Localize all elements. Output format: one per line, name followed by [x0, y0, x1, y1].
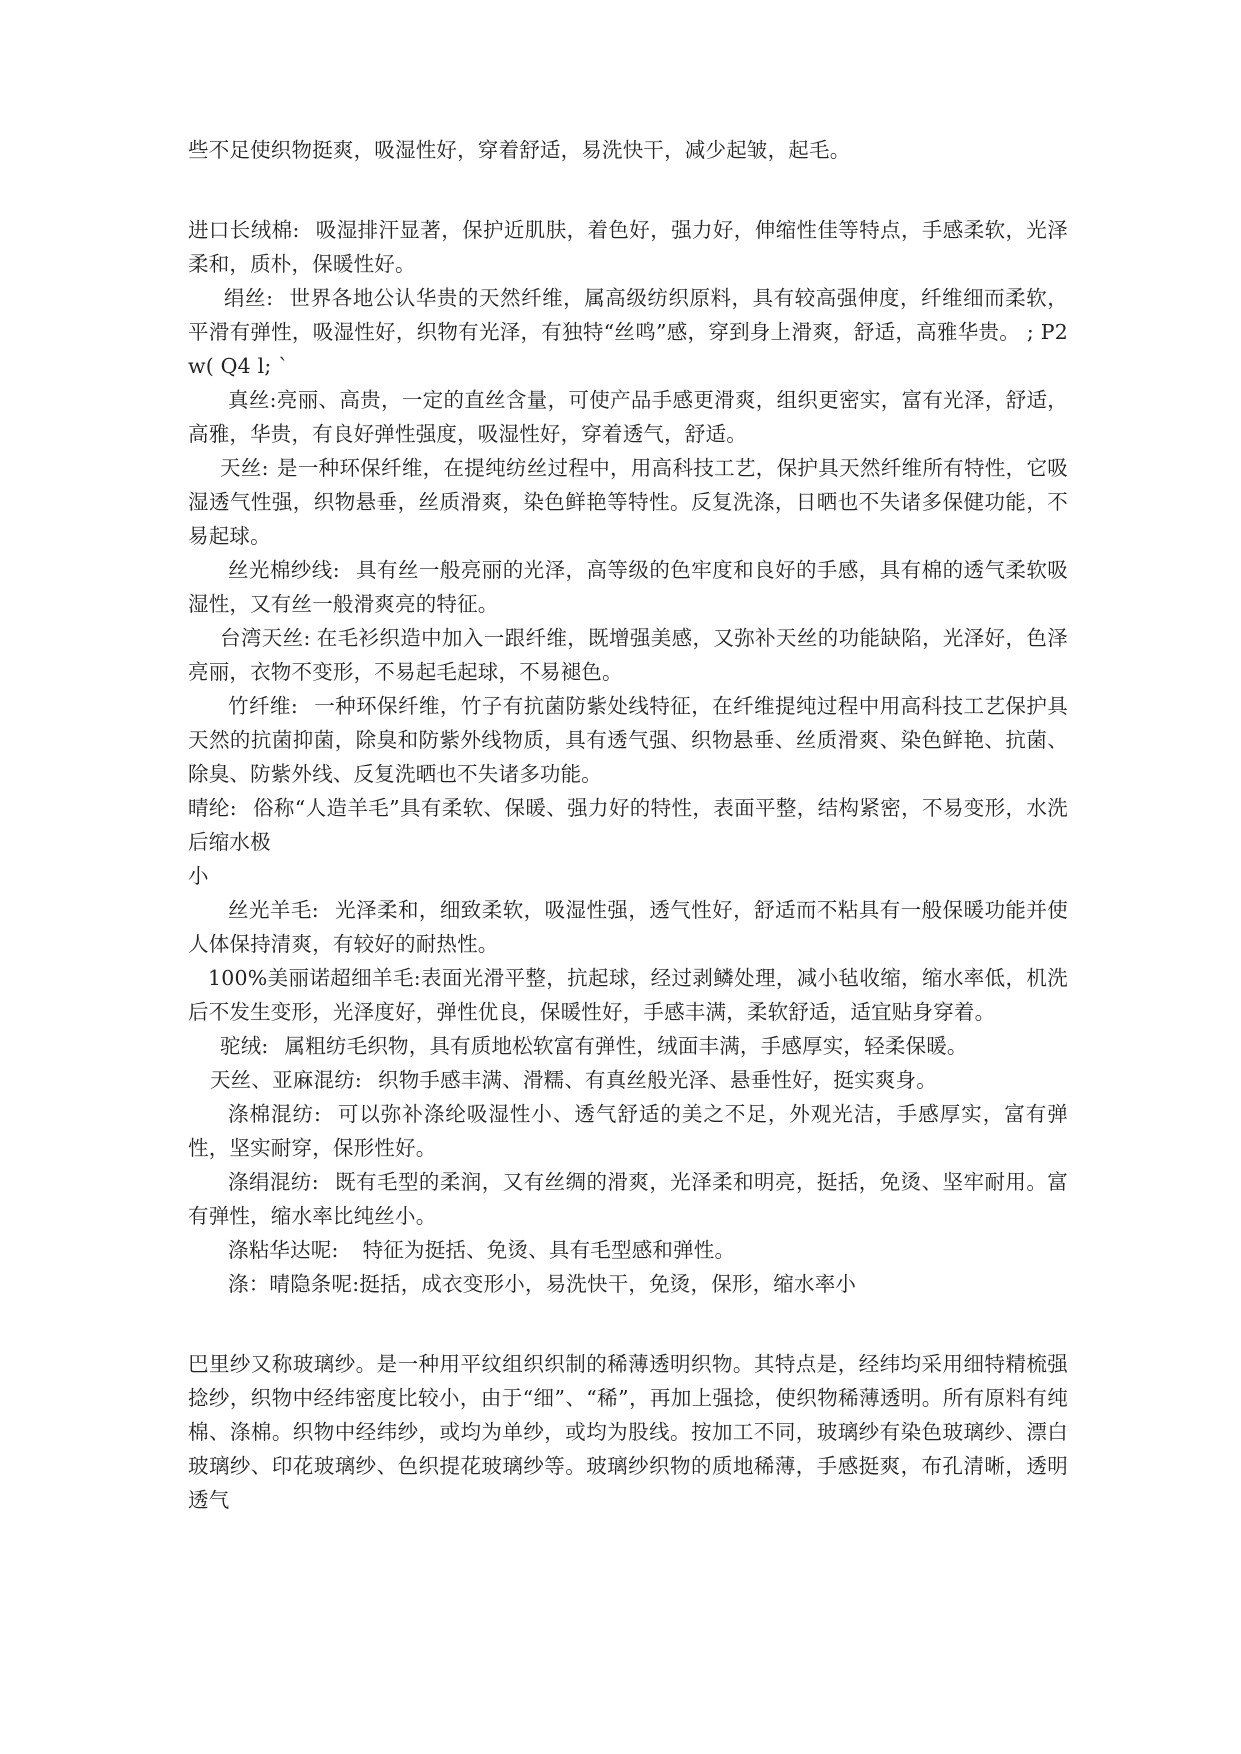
paragraph-text: 在毛衫织造中加入一跟纤维，既增强美感，又弥补天丝的功能缺陷，光泽好，色泽亮丽，衣物不变形，不易起毛起球，不易褪色。 — [188, 626, 1068, 684]
paragraph-text: 织物手感丰满、滑糯、有真丝般光泽、悬垂性好，挺实爽身。 — [378, 1068, 937, 1092]
paragraph-tencel-linen — [188, 1063, 1068, 1097]
paragraph-voile — [188, 1347, 1068, 1517]
paragraph-text: 亮丽、高贵，一定的直丝含量，可使产品手感更滑爽，组织更密实，富有光泽，舒适，高雅，华贵，有良好弹性强度，吸湿性好，穿着透气，舒适。 — [188, 388, 1068, 446]
paragraph-text: 巴里纱又称玻璃纱。是一种用平纹组织织制的稀薄透明织物。其特点是，经纬均采用细特精梳强捻纱，织物中经纬密度比较小，由于“细”、“稀”，再加上强捻，使织物稀薄透明。所有原料有纯棉、涤棉。织物中经纬纱，或均为单纱，或均为股线。按加工不同，玻璃纱有染色玻璃纱、漂白玻璃纱、印花玻璃纱、色织提花玻璃纱等。玻璃纱织物的质地稀薄，手感挺爽，布孔清晰，透明透气 — [188, 1352, 1068, 1512]
paragraph-text: 既有毛型的柔润，又有丝绸的滑爽，光泽柔和明亮，挺括，免烫、坚牢耐用。富有弹性，缩水率比纯丝小。 — [188, 1170, 1068, 1228]
term-label: 涤粘华达呢: — [228, 1238, 339, 1262]
paragraph-camel — [188, 1029, 1068, 1063]
paragraph-text: 世界各地公认华贵的天然纤维，属高级纺织原料，具有较高强伸度，纤维细而柔软，平滑有弹性，吸湿性好，织物有光泽，有独特“丝鸣”感，穿到身上滑爽，舒适，高雅华贵。 ; P2 w( Q4 l; ` — [188, 286, 1068, 378]
term-label: 涤棉混纺: — [228, 1102, 322, 1126]
paragraph-poly-viscose — [188, 1233, 1068, 1267]
paragraph-acrylic-continued — [188, 859, 1068, 893]
term-label: 涤绢混纺: — [228, 1170, 319, 1194]
paragraph-acrylic — [188, 791, 1068, 859]
term-label: 竹纤维: — [228, 694, 298, 718]
paragraph-text: 是一种环保纤维，在提纯纺丝过程中，用高科技工艺，保护具天然纤维所有特性，它吸湿透气性强，织物悬垂，丝质滑爽，染色鲜艳等特性。反复洗涤，日晒也不失诸多保健功能，不易起球。 — [188, 456, 1068, 548]
paragraph-text: 特征为挺括、免烫、具有毛型感和弹性。 — [362, 1238, 736, 1262]
paragraph-text: 小 — [188, 864, 209, 888]
term-label: 丝光羊毛: — [228, 898, 319, 922]
term-label: 驼绒: — [220, 1034, 269, 1058]
paragraph-text: 属粗纺毛织物，具有质地松软富有弹性，绒面丰满，手感厚实，轻柔保暖。 — [284, 1034, 968, 1058]
term-label: 100%美丽诺超细羊毛: — [208, 966, 421, 990]
paragraph-text: 吸湿排汗显著，保护近肌肤，着色好，强力好，伸缩性佳等特点，手感柔软，光泽柔和，质朴，保暖性好。 — [188, 218, 1068, 276]
term-label: 晴纶: — [188, 796, 237, 820]
paragraph-mercerized-wool — [188, 893, 1068, 961]
paragraph-poly-cotton — [188, 1097, 1068, 1165]
paragraph-long-staple-cotton — [188, 213, 1068, 281]
paragraph-silk-spun — [188, 281, 1068, 383]
term-label: 进口长绒棉: — [188, 218, 300, 242]
term-label: 台湾天丝: — [220, 626, 311, 650]
paragraph-tencel — [188, 451, 1068, 553]
paragraph-intro — [188, 133, 1068, 167]
paragraph-poly-stripe — [188, 1267, 1068, 1301]
term-label: 天丝、亚麻混纺: — [210, 1068, 363, 1092]
term-label: 真丝: — [228, 388, 277, 412]
paragraph-text: 光泽柔和，细致柔软，吸湿性强，透气性好，舒适而不粘具有一般保暖功能并使人体保持清爽，有较好的耐热性。 — [188, 898, 1068, 956]
paragraph-text: 具有丝一般亮丽的光泽，高等级的色牢度和良好的手感，具有棉的透气柔软吸湿性，又有丝一般滑爽亮的特征。 — [188, 558, 1068, 616]
paragraph-poly-silk — [188, 1165, 1068, 1233]
term-label: 天丝: — [220, 456, 269, 480]
paragraph-merino — [188, 961, 1068, 1029]
paragraph-real-silk — [188, 383, 1068, 451]
term-label: 涤：晴隐条呢: — [228, 1272, 360, 1296]
term-label: 丝光棉纱线: — [228, 558, 340, 582]
paragraph-text: 些不足使织物挺爽，吸湿性好，穿着舒适，易洗快干，减少起皱，起毛。 — [188, 138, 851, 162]
paragraph-text: 表面光滑平整，抗起球，经过剥鳞处理，减小毡收缩，缩水率低，机洗后不发生变形，光泽度好，弹性优良，保暖性好，手感丰满，柔软舒适，适宜贴身穿着。 — [188, 966, 1068, 1024]
paragraph-taiwan-tencel — [188, 621, 1068, 689]
paragraph-text: 一种环保纤维，竹子有抗菌防紫处线特征，在纤维提纯过程中用高科技工艺保护具天然的抗菌抑菌，除臭和防紫外线物质，具有透气强、织物悬垂、丝质滑爽、染色鲜艳、抗菌、除臭、防紫外线、反复洗晒也不失诸多功能。 — [188, 694, 1068, 786]
term-label: 绢丝: — [224, 286, 274, 310]
paragraph-text: 俗称“人造羊毛”具有柔软、保暖、强力好的特性，表面平整，结构紧密，不易变形，水洗后缩水极 — [188, 796, 1068, 854]
paragraph-mercerized-cotton — [188, 553, 1068, 621]
paragraph-text: 挺括，成衣变形小，易洗快干，免烫，保形，缩水率小 — [359, 1272, 857, 1296]
paragraph-bamboo-fiber — [188, 689, 1068, 791]
paragraph-text: 可以弥补涤纶吸湿性小、透气舒适的美之不足，外观光洁，手感厚实，富有弹性，坚实耐穿，保形性好。 — [188, 1102, 1068, 1160]
